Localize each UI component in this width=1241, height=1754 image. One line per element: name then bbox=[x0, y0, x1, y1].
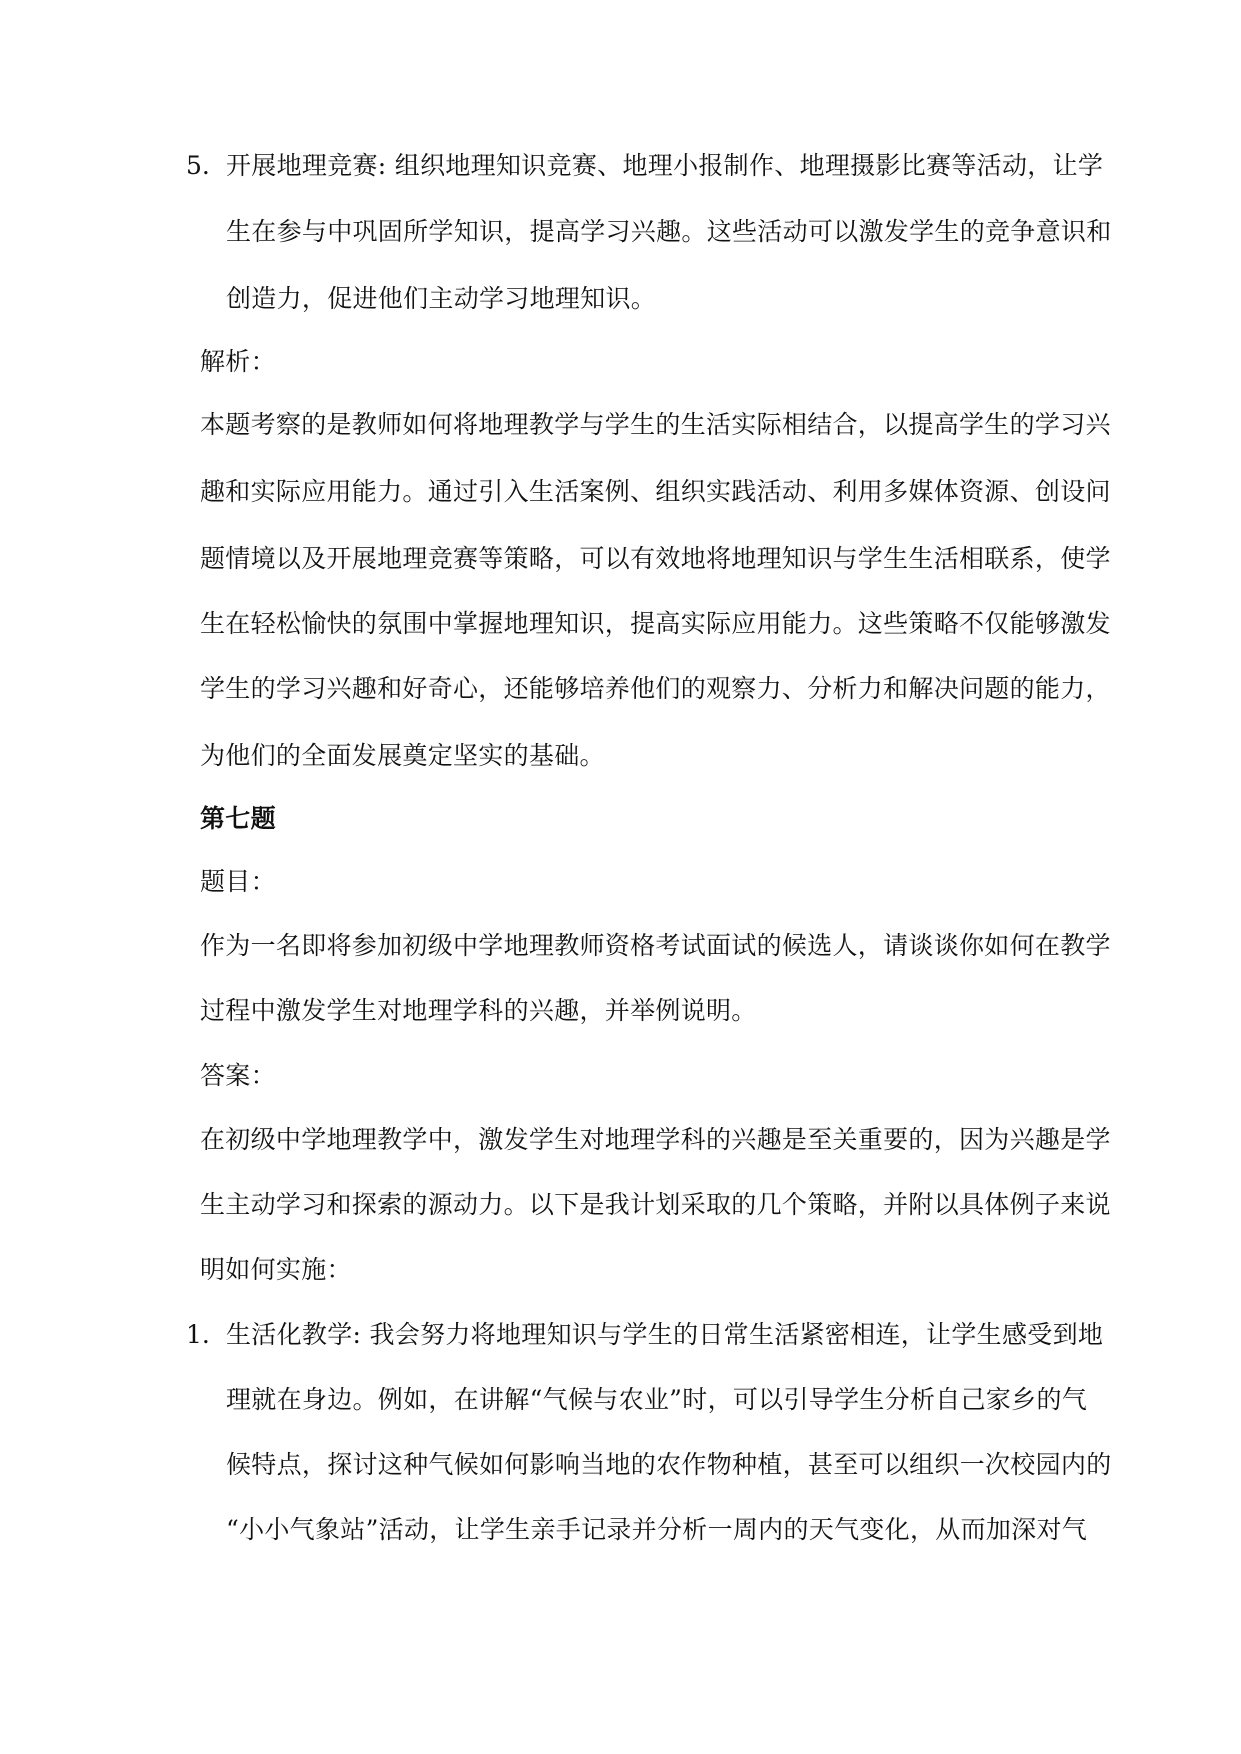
answer-label: 答案： bbox=[200, 1061, 276, 1090]
paragraph-line: 本题考察的是教师如何将地理教学与学生的生活实际相结合，以提高学生的学习兴 bbox=[200, 410, 1111, 439]
paragraph-line: 明如何实施： bbox=[200, 1255, 352, 1284]
list-item-line: 候特点，探讨这种气候如何影响当地的农作物种植，甚至可以组织一次校园内的 bbox=[226, 1450, 1112, 1479]
analysis-label: 解析： bbox=[200, 347, 276, 376]
list-item-line: 开展地理竞赛: 组织地理知识竞赛、地理小报制作、地理摄影比赛等活动，让学 bbox=[226, 151, 1104, 180]
paragraph-line: 在初级中学地理教学中，激发学生对地理学科的兴趣是至关重要的，因为兴趣是学 bbox=[200, 1125, 1111, 1154]
list-item-line: 创造力，促进他们主动学习地理知识。 bbox=[226, 284, 657, 313]
paragraph-line: 学生的学习兴趣和好奇心，还能够培养他们的观察力、分析力和解决问题的能力， bbox=[200, 674, 1111, 703]
list-item-line: 生在参与中巩固所学知识，提高学习兴趣。这些活动可以激发学生的竞争意识和 bbox=[226, 217, 1112, 246]
paragraph-line: 题情境以及开展地理竞赛等策略，可以有效地将地理知识与学生生活相联系，使学 bbox=[200, 544, 1111, 573]
paragraph-line: 趣和实际应用能力。通过引入生活案例、组织实践活动、利用多媒体资源、创设问 bbox=[200, 477, 1111, 506]
list-item-line: 生活化教学: 我会努力将地理知识与学生的日常生活紧密相连，让学生感受到地 bbox=[226, 1320, 1104, 1349]
paragraph-line: 过程中激发学生对地理学科的兴趣，并举例说明。 bbox=[200, 996, 757, 1025]
paragraph-line: 生在轻松愉快的氛围中掌握地理知识，提高实际应用能力。这些策略不仅能够激发 bbox=[200, 609, 1111, 638]
paragraph-line: 为他们的全面发展奠定坚实的基础。 bbox=[200, 741, 605, 770]
list-item-line: 理就在身边。例如，在讲解“气候与农业”时，可以引导学生分析自己家乡的气 bbox=[226, 1385, 1088, 1414]
question-label: 题目： bbox=[200, 867, 276, 896]
paragraph-line: 生主动学习和探索的源动力。以下是我计划采取的几个策略，并附以具体例子来说 bbox=[200, 1190, 1111, 1219]
section-title: 第七题 bbox=[200, 804, 276, 833]
list-number: 1. bbox=[186, 1320, 210, 1349]
list-number: 5. bbox=[186, 151, 210, 180]
paragraph-line: 作为一名即将参加初级中学地理教师资格考试面试的候选人，请谈谈你如何在教学 bbox=[200, 931, 1111, 960]
list-item-line: “小小气象站”活动，让学生亲手记录并分析一周内的天气变化，从而加深对气 bbox=[226, 1515, 1088, 1544]
